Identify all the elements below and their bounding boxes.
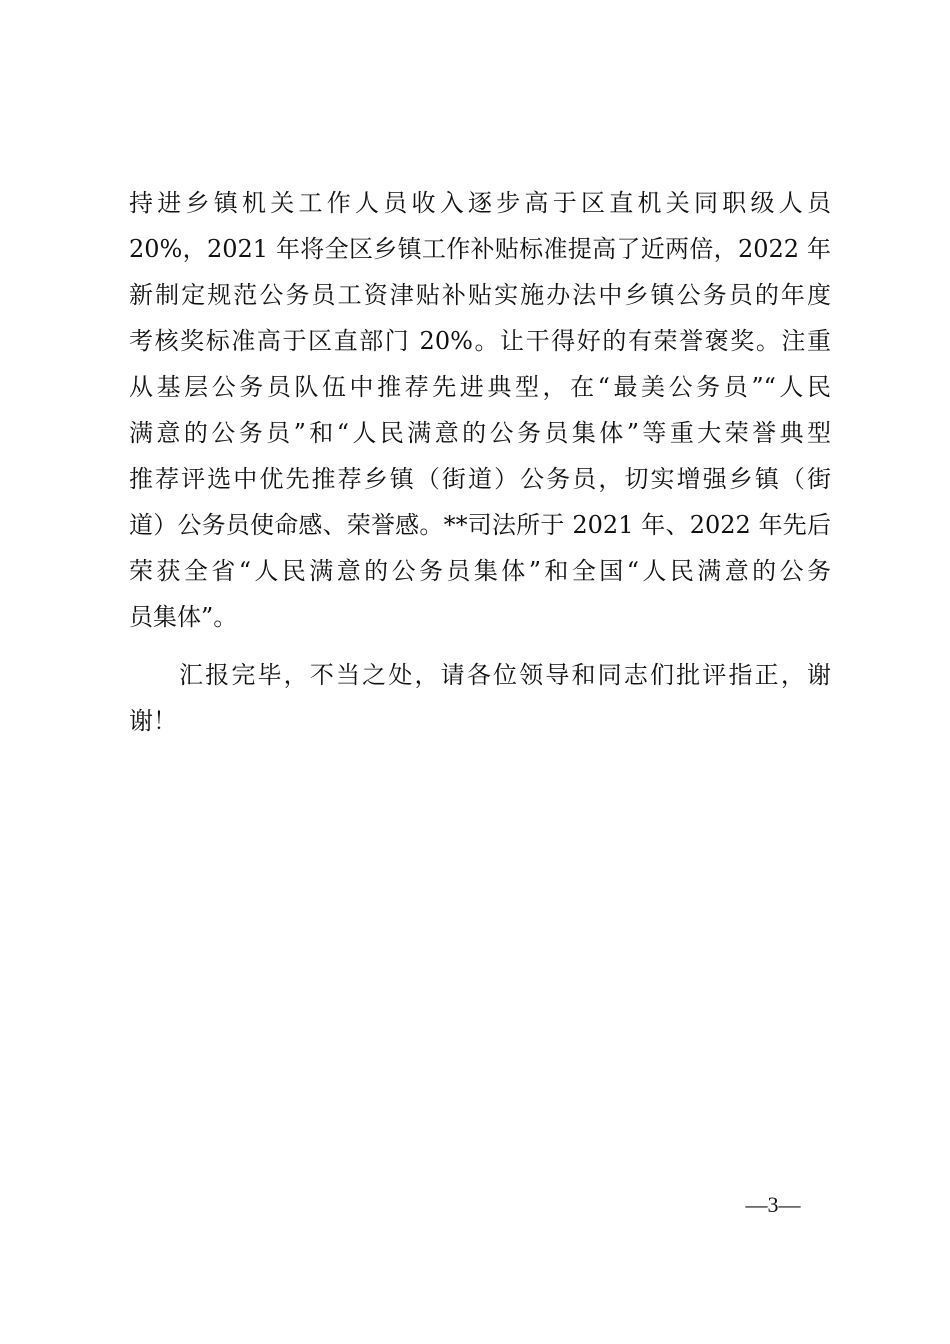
text-line: 汇报完毕，不当之处，请各位领导和同志们批评指正，谢 <box>179 661 831 689</box>
text-line: 员集体”。 <box>129 603 238 631</box>
text-line: 谢！ <box>129 707 177 735</box>
paragraph-incentive-policies <box>129 180 831 640</box>
text-line: 20%，2021 年将全区乡镇工作补贴标准提高了近两倍，2022 年 <box>129 235 831 263</box>
document-body <box>129 180 831 744</box>
text-line: 新制定规范公务员工资津贴补贴实施办法中乡镇公务员的年度 <box>129 281 831 309</box>
text-line: 持进乡镇机关工作人员收入逐步高于区直机关同职级人员 <box>129 189 831 217</box>
page-number: —3— <box>745 1192 801 1217</box>
paragraph-closing-remarks <box>129 652 831 744</box>
text-line: 荣获全省“人民满意的公务员集体”和全国“人民满意的公务 <box>129 557 831 585</box>
text-line: 推荐评选中优先推荐乡镇（街道）公务员，切实增强乡镇（街 <box>129 465 831 493</box>
text-line: 从基层公务员队伍中推荐先进典型，在“最美公务员”“人民 <box>129 373 831 401</box>
text-line: 满意的公务员”和“人民满意的公务员集体”等重大荣誉典型 <box>129 419 831 447</box>
text-line: 考核奖标准高于区直部门 20%。让干得好的有荣誉褒奖。注重 <box>129 327 831 355</box>
text-line: 道）公务员使命感、荣誉感。**司法所于 2021 年、2022 年先后 <box>129 511 831 539</box>
